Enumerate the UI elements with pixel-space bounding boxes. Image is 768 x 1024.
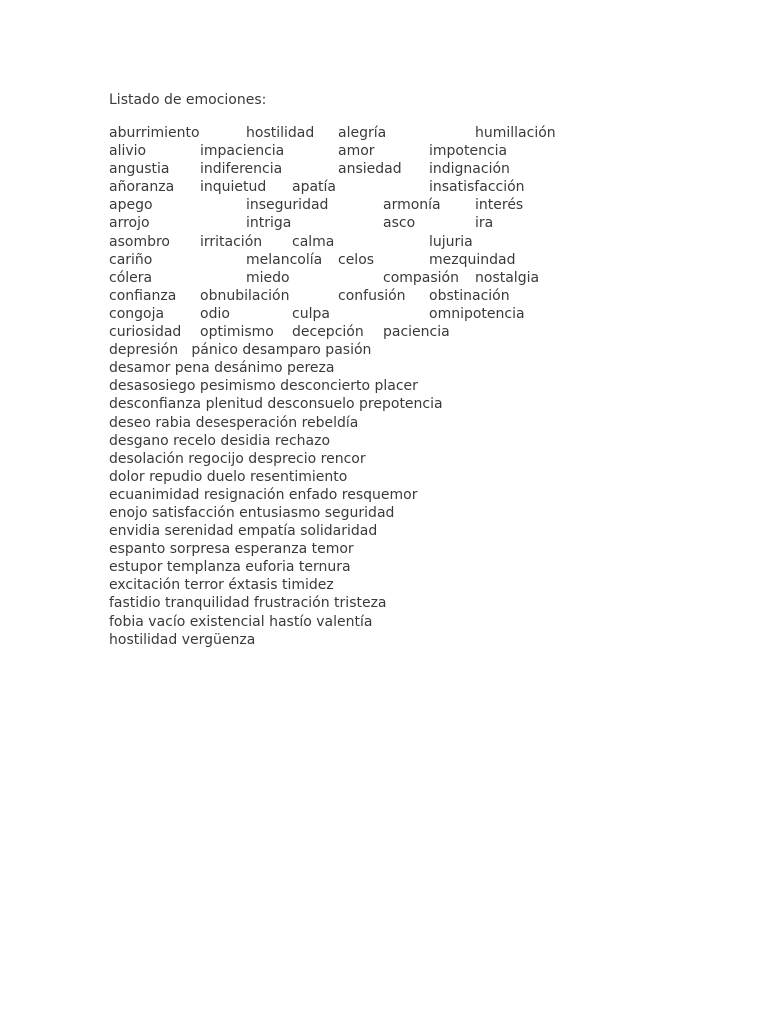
list-word: alegría	[338, 125, 387, 141]
list-word: interés	[475, 197, 524, 214]
list-word: omnipotencia	[429, 305, 525, 322]
list-line	[109, 233, 729, 251]
list-word: irritación	[200, 233, 263, 250]
list-line: desasosiego pesimismo desconcierto placer	[109, 378, 418, 395]
list-word: insatisfacción	[429, 179, 525, 196]
list-line	[109, 160, 729, 178]
list-word: apatía	[292, 179, 337, 196]
list-word: obstinación	[429, 287, 510, 304]
list-line	[109, 269, 729, 287]
list-word: hostilidad	[246, 125, 315, 141]
list-word: armonía	[383, 197, 441, 214]
list-line: excitación terror éxtasis timidez	[109, 577, 334, 594]
list-word: inquietud	[200, 179, 267, 196]
list-line	[109, 142, 729, 160]
list-word: mezquindad	[429, 251, 516, 268]
list-line: desolación regocijo desprecio rencor	[109, 450, 366, 467]
list-line: desamor pena desánimo pereza	[109, 360, 335, 377]
list-word: impotencia	[429, 143, 508, 160]
list-word: amor	[338, 143, 375, 160]
document-page	[109, 90, 729, 649]
list-word: obnubilación	[200, 287, 290, 304]
list-line: depresión pánico desamparo pasión	[109, 342, 372, 359]
list-word: angustia	[109, 161, 170, 178]
list-line	[109, 214, 729, 232]
list-line	[109, 287, 729, 305]
emotions-list	[109, 124, 729, 649]
list-word: asco	[383, 215, 416, 232]
list-word: añoranza	[109, 179, 175, 196]
list-word: compasión	[383, 269, 459, 286]
list-word: miedo	[246, 269, 290, 286]
list-word: culpa	[292, 305, 330, 322]
document-title: Listado de emociones:	[109, 92, 267, 108]
list-word: paciencia	[383, 324, 450, 341]
list-word: nostalgia	[475, 269, 540, 286]
list-line	[109, 124, 729, 142]
list-word: arrojo	[109, 215, 150, 232]
list-line: ecuanimidad resignación enfado resquemor	[109, 486, 418, 503]
list-line	[109, 251, 729, 269]
list-word: celos	[338, 251, 375, 268]
list-word: cólera	[109, 269, 153, 286]
list-word: congoja	[109, 305, 165, 322]
list-word: confianza	[109, 287, 177, 304]
list-word: melancolía	[246, 251, 323, 268]
list-line	[109, 323, 729, 341]
list-line: fastidio tranquilidad frustración tristeza	[109, 595, 387, 612]
list-word: ansiedad	[338, 161, 402, 178]
list-line	[109, 305, 729, 323]
list-line: dolor repudio duelo resentimiento	[109, 468, 348, 485]
list-word: calma	[292, 233, 335, 250]
list-word: apego	[109, 197, 153, 214]
list-line: espanto sorpresa esperanza temor	[109, 541, 354, 558]
list-word: humillación	[475, 125, 556, 141]
list-word: decepción	[292, 324, 364, 341]
list-word: lujuria	[429, 233, 473, 250]
list-word: alivio	[109, 143, 147, 160]
list-line: enojo satisfacción entusiasmo seguridad	[109, 504, 395, 521]
list-line: deseo rabia desesperación rebeldía	[109, 414, 359, 431]
list-line: envidia serenidad empatía solidaridad	[109, 523, 378, 540]
list-word: indiferencia	[200, 161, 283, 178]
list-word: cariño	[109, 251, 153, 268]
list-word: impaciencia	[200, 143, 285, 160]
list-line: desconfianza plenitud desconsuelo prepotencia	[109, 396, 443, 413]
list-word: aburrimiento	[109, 125, 200, 141]
list-line: estupor templanza euforia ternura	[109, 559, 351, 576]
list-word: optimismo	[200, 324, 274, 341]
list-line: desgano recelo desidia rechazo	[109, 432, 331, 449]
list-word: indignación	[429, 161, 510, 178]
list-word: curiosidad	[109, 324, 182, 341]
list-word: inseguridad	[246, 197, 329, 214]
list-line: hostilidad vergüenza	[109, 631, 256, 648]
list-word: asombro	[109, 233, 170, 250]
list-line	[109, 178, 729, 196]
list-word: intriga	[246, 215, 292, 232]
list-line: fobia vacío existencial hastío valentía	[109, 613, 373, 630]
list-word: odio	[200, 305, 230, 322]
list-line	[109, 196, 729, 214]
list-word: confusión	[338, 287, 406, 304]
list-word: ira	[475, 215, 494, 232]
